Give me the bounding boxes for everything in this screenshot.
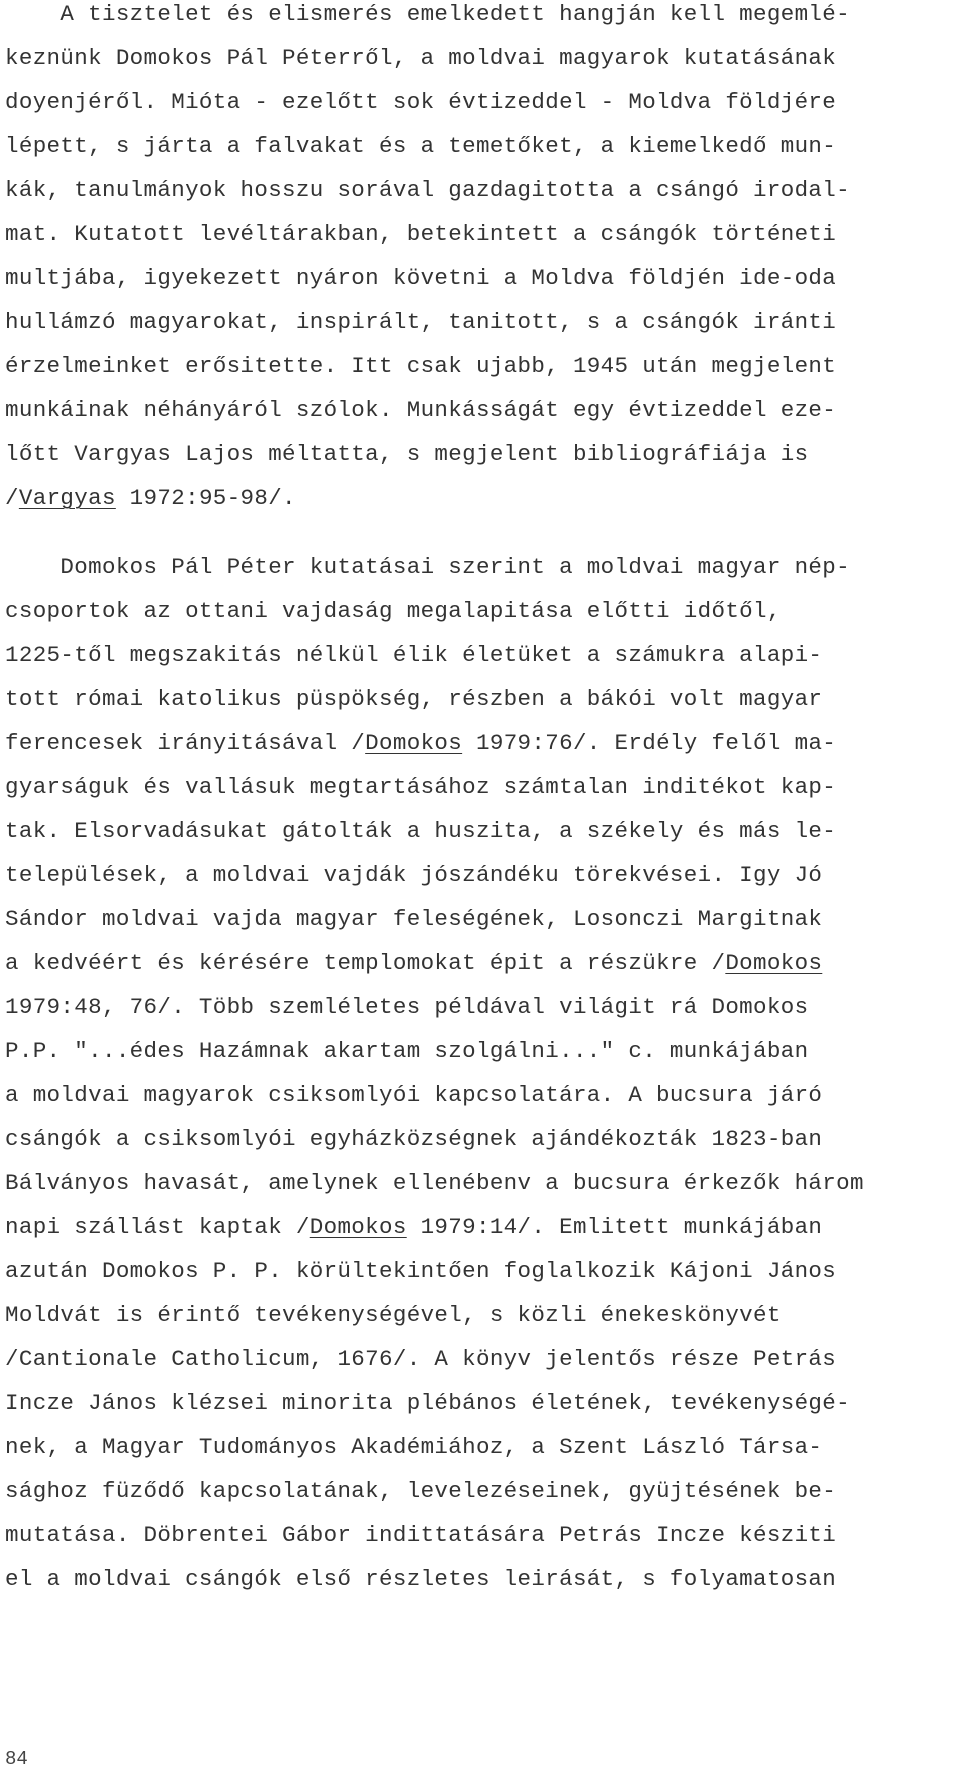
text-line: nek, a Magyar Tudományos Akadémiához, a Szent László Társa- xyxy=(5,1434,823,1460)
text-line: lőtt Vargyas Lajos méltatta, s megjelent bibliográfiája is xyxy=(5,441,809,467)
text-line: csoportok az ottani vajdaság megalapitása előtti időtől, xyxy=(5,598,781,624)
text-line: gyarságuk és vallásuk megtartásához számtalan inditékot kap- xyxy=(5,774,837,800)
text-line: érzelmeinket erősitette. Itt csak ujabb, 1945 után megjelent xyxy=(5,353,837,379)
text-line: Moldvát is érintő tevékenységével, s közli énekeskönyvét xyxy=(5,1302,781,1328)
text-line: települések, a moldvai vajdák jószándéku törekvései. Igy Jó xyxy=(5,862,823,888)
text-line xyxy=(5,729,864,773)
text-line: el a moldvai csángók első részletes leirását, s folyamatosan xyxy=(5,1566,837,1592)
citation-author: Domokos xyxy=(365,730,463,756)
text-line: munkáinak néhányáról szólok. Munkásságát egy évtizeddel eze- xyxy=(5,397,837,423)
text-line: sághoz füződő kapcsolatának, levelezéseinek, gyüjtésének be- xyxy=(5,1478,837,1504)
text-line xyxy=(5,1213,864,1257)
text-line: 1225-től megszakitás nélkül élik életüket a számukra alapi- xyxy=(5,642,823,668)
paragraph-2 xyxy=(5,553,864,1609)
text-segment: / xyxy=(5,485,19,511)
text-line: Domokos Pál Péter kutatásai szerint a moldvai magyar nép- xyxy=(5,554,850,580)
citation-author: Vargyas xyxy=(18,485,116,511)
text-line: keznünk Domokos Pál Péterről, a moldvai magyarok kutatásának xyxy=(5,45,837,71)
text-segment: 1972:95-98/. xyxy=(115,485,296,511)
citation-author: Domokos xyxy=(725,950,823,976)
text-segment: 1979:14/. Emlitett munkájában xyxy=(406,1214,823,1240)
text-line: a moldvai magyarok csiksomlyói kapcsolatára. A bucsura járó xyxy=(5,1082,823,1108)
text-line: mutatása. Döbrentei Gábor indittatására Petrás Incze késziti xyxy=(5,1522,837,1548)
text-line: Incze János klézsei minorita plébános életének, tevékenységé- xyxy=(5,1390,850,1416)
text-line: lépett, s járta a falvakat és a temetőket, a kiemelkedő mun- xyxy=(5,133,837,159)
text-segment: napi szállást kaptak / xyxy=(5,1214,310,1240)
text-line: A tisztelet és elismerés emelkedett hangján kell megemlé- xyxy=(5,1,850,27)
text-segment: 1979:76/. Erdély felől ma- xyxy=(462,730,837,756)
text-line: csángók a csiksomlyói egyházközségnek ajándékozták 1823-ban xyxy=(5,1126,823,1152)
page-number: 84 xyxy=(5,1748,28,1770)
text-line: mat. Kutatott levéltárakban, betekintett a csángók történeti xyxy=(5,221,837,247)
text-line: 1979:48, 76/. Több szemléletes példával világit rá Domokos xyxy=(5,994,809,1020)
paragraph-1 xyxy=(5,0,850,528)
text-line: multjába, igyekezett nyáron követni a Moldva földjén ide-oda xyxy=(5,265,837,291)
text-line xyxy=(5,949,864,993)
text-line: /Cantionale Catholicum, 1676/. A könyv jelentős része Petrás xyxy=(5,1346,837,1372)
text-line xyxy=(5,484,850,528)
text-line: P.P. "...édes Hazámnak akartam szolgálni..." c. munkájában xyxy=(5,1038,809,1064)
text-line: hullámzó magyarokat, inspirált, tanitott, s a csángók iránti xyxy=(5,309,837,335)
text-line: tott római katolikus püspökség, részben a bákói volt magyar xyxy=(5,686,823,712)
text-line: Sándor moldvai vajda magyar feleségének, Losonczi Margitnak xyxy=(5,906,823,932)
text-segment: ferencesek irányitásával / xyxy=(5,730,366,756)
text-segment: a kedvéért és kérésére templomokat épit a részükre / xyxy=(5,950,726,976)
text-line: azután Domokos P. P. körültekintően foglalkozik Kájoni János xyxy=(5,1258,837,1284)
text-line: tak. Elsorvadásukat gátolták a huszita, a székely és más le- xyxy=(5,818,837,844)
text-line: doyenjéről. Mióta - ezelőtt sok évtizeddel - Moldva földjére xyxy=(5,89,837,115)
citation-author: Domokos xyxy=(309,1214,407,1240)
text-line: Bálványos havasát, amelynek ellenébenv a bucsura érkezők három xyxy=(5,1170,864,1196)
text-line: kák, tanulmányok hosszu sorával gazdagitotta a csángó irodal- xyxy=(5,177,850,203)
